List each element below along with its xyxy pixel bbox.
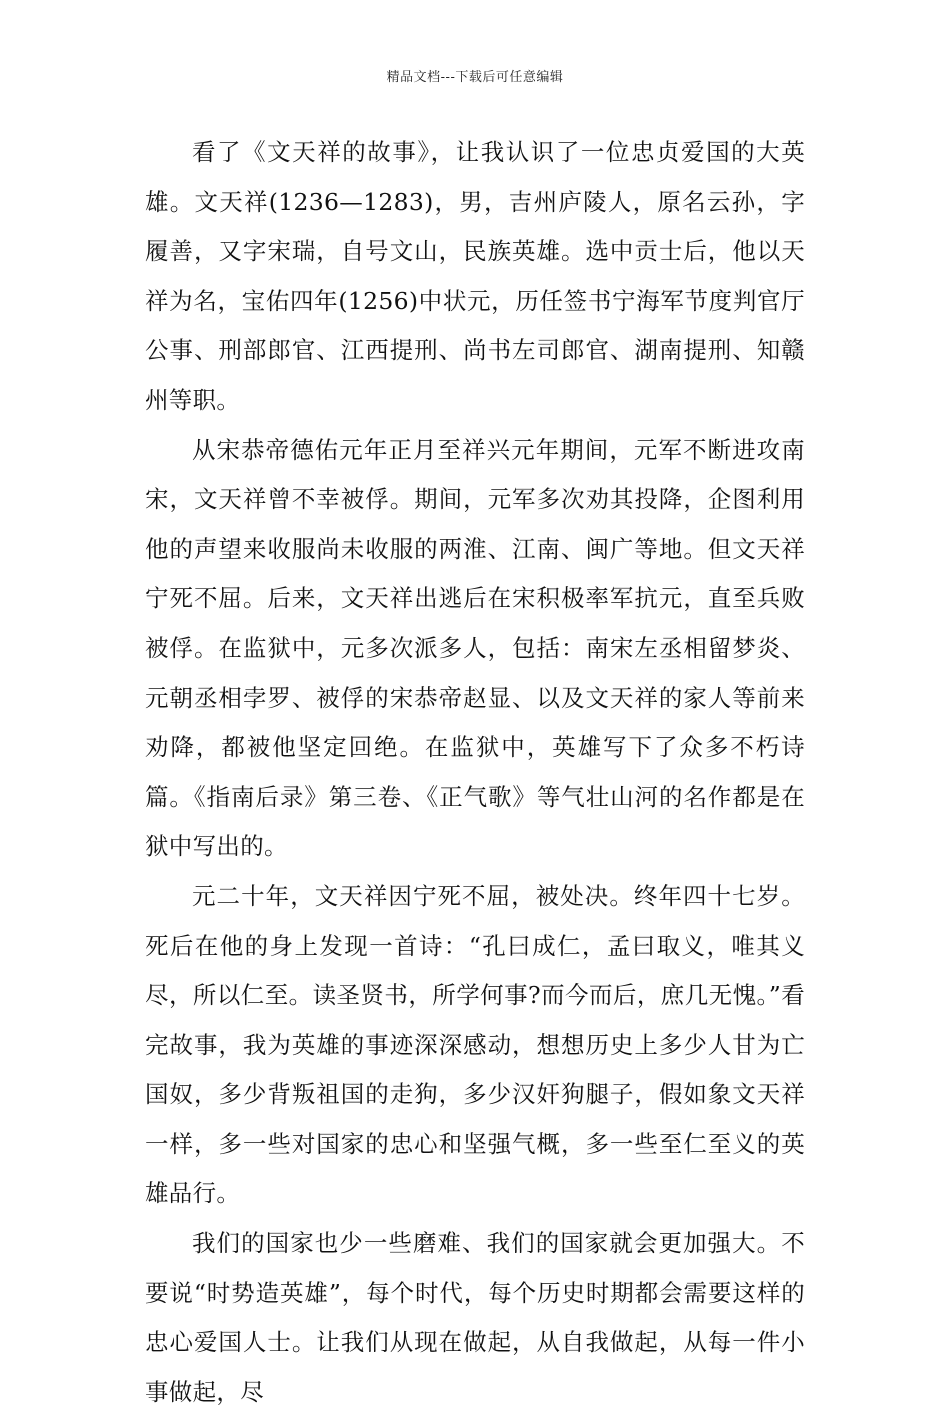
paragraph-3: 元二十年，文天祥因宁死不屈，被处决。终年四十七岁。死后在他的身上发现一首诗：“孔曰成仁，孟曰取义，唯其义尽，所以仁至。读圣贤书，所学何事?而今而后，庶几无愧。”看完故事，我为英雄的事迹深深感动，想想历史上多少人甘为亡国奴，多少背叛祖国的走狗，多少汉奸狗腿子，假如象文天祥一样，多一些对国家的忠心和坚强气概，多一些至仁至义的英雄品行。 <box>145 881 805 1208</box>
document-body <box>145 128 805 1417</box>
page-header: 精品文档---下载后可任意编辑 <box>386 70 564 85</box>
paragraph-4: 我们的国家也少一些磨难、我们的国家就会更加强大。不要说“时势造英雄”，每个时代，每个历史时期都会需要这样的忠心爱国人士。让我们从现在做起，从自我做起，从每一件小事做起，尽 <box>145 1229 805 1406</box>
paragraph-1: 看了《文天祥的故事》，让我认识了一位忠贞爱国的大英雄。文天祥(1236—1283)，男，吉州庐陵人，原名云孙，字履善，又字宋瑞，自号文山，民族英雄。选中贡士后，他以天祥为名，宝佑四年(1256)中状元，历任签书宁海军节度判官厅公事、刑部郎官、江西提刑、尚书左司郎官、湖南提刑、知赣州等职。 <box>145 138 805 414</box>
paragraph-2: 从宋恭帝德佑元年正月至祥兴元年期间，元军不断进攻南宋，文天祥曾不幸被俘。期间，元军多次劝其投降，企图利用他的声望来收服尚未收服的两淮、江南、闽广等地。但文天祥宁死不屈。后来，文天祥出逃后在宋积极率军抗元，直至兵败被俘。在监狱中，元多次派多人，包括：南宋左丞相留梦炎、元朝丞相孛罗、被俘的宋恭帝赵显、以及文天祥的家人等前来劝降，都被他坚定回绝。在监狱中，英雄写下了众多不朽诗篇。《指南后录》第三卷、《正气歌》等气壮山河的名作都是在狱中写出的。 <box>145 435 805 861</box>
